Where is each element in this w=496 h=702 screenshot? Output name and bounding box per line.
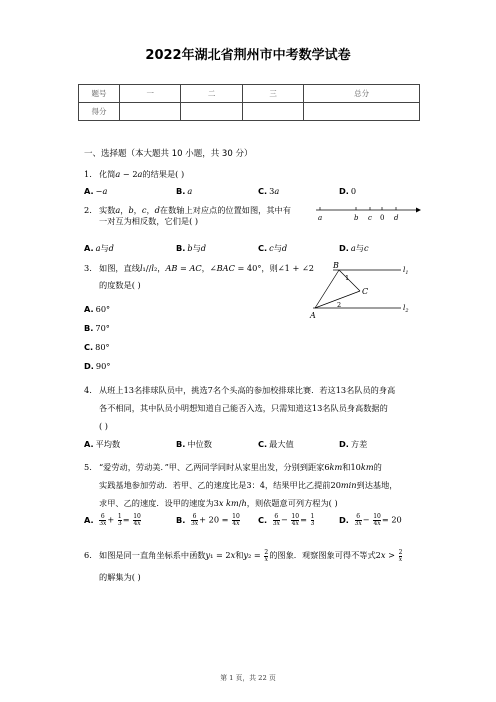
axis-label: c [368,214,372,222]
line-label: $l_2$ [403,303,409,314]
question-number: 5. [84,462,92,472]
question-1 [84,169,184,180]
question-text: 的度数是( ) [99,280,141,290]
option-a[interactable]: A. $\frac{6}{\text{3𝑥}}$ + $\frac{1}{3}$ = $\frac{10}{\text{4𝑥}}$ [84,513,141,527]
axis-label: d [394,214,399,222]
option-b[interactable]: B. 中位数 [176,439,212,449]
option-a[interactable]: A. −𝑎 [84,186,108,196]
option-d[interactable]: D. 0 [339,186,357,196]
page-title: 2022年湖北省荆州市中考数学试卷 [145,48,351,63]
option-text: 60° [95,304,111,314]
question-4 [84,381,395,435]
option-d[interactable]: D. 90° [84,361,111,371]
question-number: 4. [84,385,92,395]
table-cell: 得分 [79,103,120,121]
question-text: 如图，直线𝑙₁//𝑙₂，𝐴𝐵 = 𝐴𝐶，∠𝐵𝐴𝐶 = 40°，则∠1 + ∠2 [99,263,315,273]
point-label: B [333,261,339,270]
question-text: 从班上13名排球队员中，挑选7名个头高的参加校排球比赛．若这13名队员的身高 [99,385,396,395]
point-label: A [310,311,316,320]
fraction: $\frac{2}{\text{𝑥}}$ [398,548,403,563]
question-text: 的解集为( ) [99,572,141,582]
question-text: 各不相同，其中队员小明想知道自己能否入选，只需知道这13名队员身高数据的 [99,403,388,413]
option-d[interactable]: D. 𝑎与𝑐 [339,243,369,253]
option-b[interactable]: B. $\frac{6}{\text{3𝑥}}$ + 20 = $\frac{10}{\text{4𝑥}}$ [176,513,240,527]
option-d[interactable]: D. $\frac{6}{\text{3𝑥}}$ − $\frac{10}{\text{4𝑥}}$ = 20 [339,513,402,527]
question-number: 1. [84,169,92,179]
angle-label: 2 [337,301,342,309]
option-c[interactable]: C. 3𝑎 [258,186,280,196]
question-number: 2. [84,205,92,215]
table-cell[interactable] [242,103,303,121]
question-text: 一对互为相反数，它们是( ) [99,216,199,226]
question-3 [84,263,314,291]
option-text: 𝑎与𝑐 [350,243,369,253]
line-label: $l_1$ [403,265,409,276]
question-text: 求甲、乙的速度．设甲的速度为3𝑥 𝑘𝑚/ℎ，则依题意可列方程为( ) [99,498,338,508]
question-text: 的图象．观察图象可得不等式2𝑥 > [269,550,395,560]
section-heading: 一、选择题（本大题共 10 小题，共 30 分） [84,149,253,159]
option-a[interactable]: A. 𝑎与𝑑 [84,243,114,253]
option-c[interactable]: C. 80° [84,342,110,352]
table-row [79,103,420,121]
option-text: 70° [95,323,110,333]
axis-label: b [354,214,359,222]
option-b[interactable]: B. 𝑏与𝑑 [176,243,207,253]
table-cell: 一 [120,85,181,103]
table-cell[interactable] [120,103,181,121]
option-text: 𝑎 [187,186,193,196]
question-text: 如图是同一直角坐标系中函数𝑦₁ = 2𝑥和𝑦₂ = [99,550,261,560]
option-c[interactable]: C. $\frac{6}{\text{3𝑥}}$ − $\frac{10}{\text{4𝑥}}$ = $\frac{1}{3}$ [258,513,315,527]
axis-label: a [318,214,323,222]
table-cell: 三 [242,85,303,103]
option-d[interactable]: D. 方差 [339,439,368,449]
question-text: “爱劳动，劳动美．”甲、乙两同学同时从家里出发，分别到距家6𝑘𝑚和10𝑘𝑚的 [99,462,382,472]
option-a[interactable]: A. 60° [84,304,111,314]
question-2 [84,205,291,227]
option-b[interactable]: B. 𝑎 [176,186,193,196]
score-table [78,84,420,121]
table-cell: 总分 [304,85,420,103]
parallel-lines-figure [305,258,415,320]
option-text: 80° [95,342,110,352]
option-b[interactable]: B. 70° [84,323,110,333]
question-number: 3. [84,263,92,273]
question-text: 实践基地参加劳动．若甲、乙的速度比是3：4，结果甲比乙提前20𝑚𝑖𝑛到达基地， [99,480,398,490]
question-6 [84,544,403,588]
angle-label: 1 [345,274,350,282]
number-line-figure [312,200,422,224]
option-text: 𝑏与𝑑 [187,243,207,253]
option-text: −𝑎 [95,186,108,196]
option-text: 方差 [350,439,368,449]
question-number: 6. [84,550,92,560]
option-c[interactable]: C. 最大值 [258,439,294,449]
question-text: ( ) [99,421,108,431]
axis-label: 0 [380,214,385,222]
table-row [79,85,420,103]
fraction: $\frac{2}{\text{𝑥}}$ [264,548,269,563]
option-text: 平均数 [95,439,121,449]
option-text: 𝑎与𝑑 [95,243,114,253]
point-label: C [362,287,369,296]
question-5 [84,458,398,512]
option-text: 𝑐与𝑑 [269,243,288,253]
question-text: 实数𝑎，𝑏，𝑐，𝑑在数轴上对应点的位置如图，其中有 [99,205,291,215]
option-text: 0 [350,186,357,196]
table-cell: 题号 [79,85,120,103]
table-cell: 二 [181,85,242,103]
option-text: 最大值 [269,439,294,449]
table-cell[interactable] [304,103,420,121]
option-c[interactable]: C. 𝑐与𝑑 [258,243,288,253]
table-cell[interactable] [181,103,242,121]
option-text: 中位数 [187,439,212,449]
option-text: 90° [95,361,111,371]
option-a[interactable]: A. 平均数 [84,439,121,449]
page-footer: 第 1 页，共 22 页 [220,674,276,682]
option-text: 3𝑎 [269,186,280,196]
question-text: 化简𝑎 − 2𝑎的结果是( ) [99,169,185,179]
